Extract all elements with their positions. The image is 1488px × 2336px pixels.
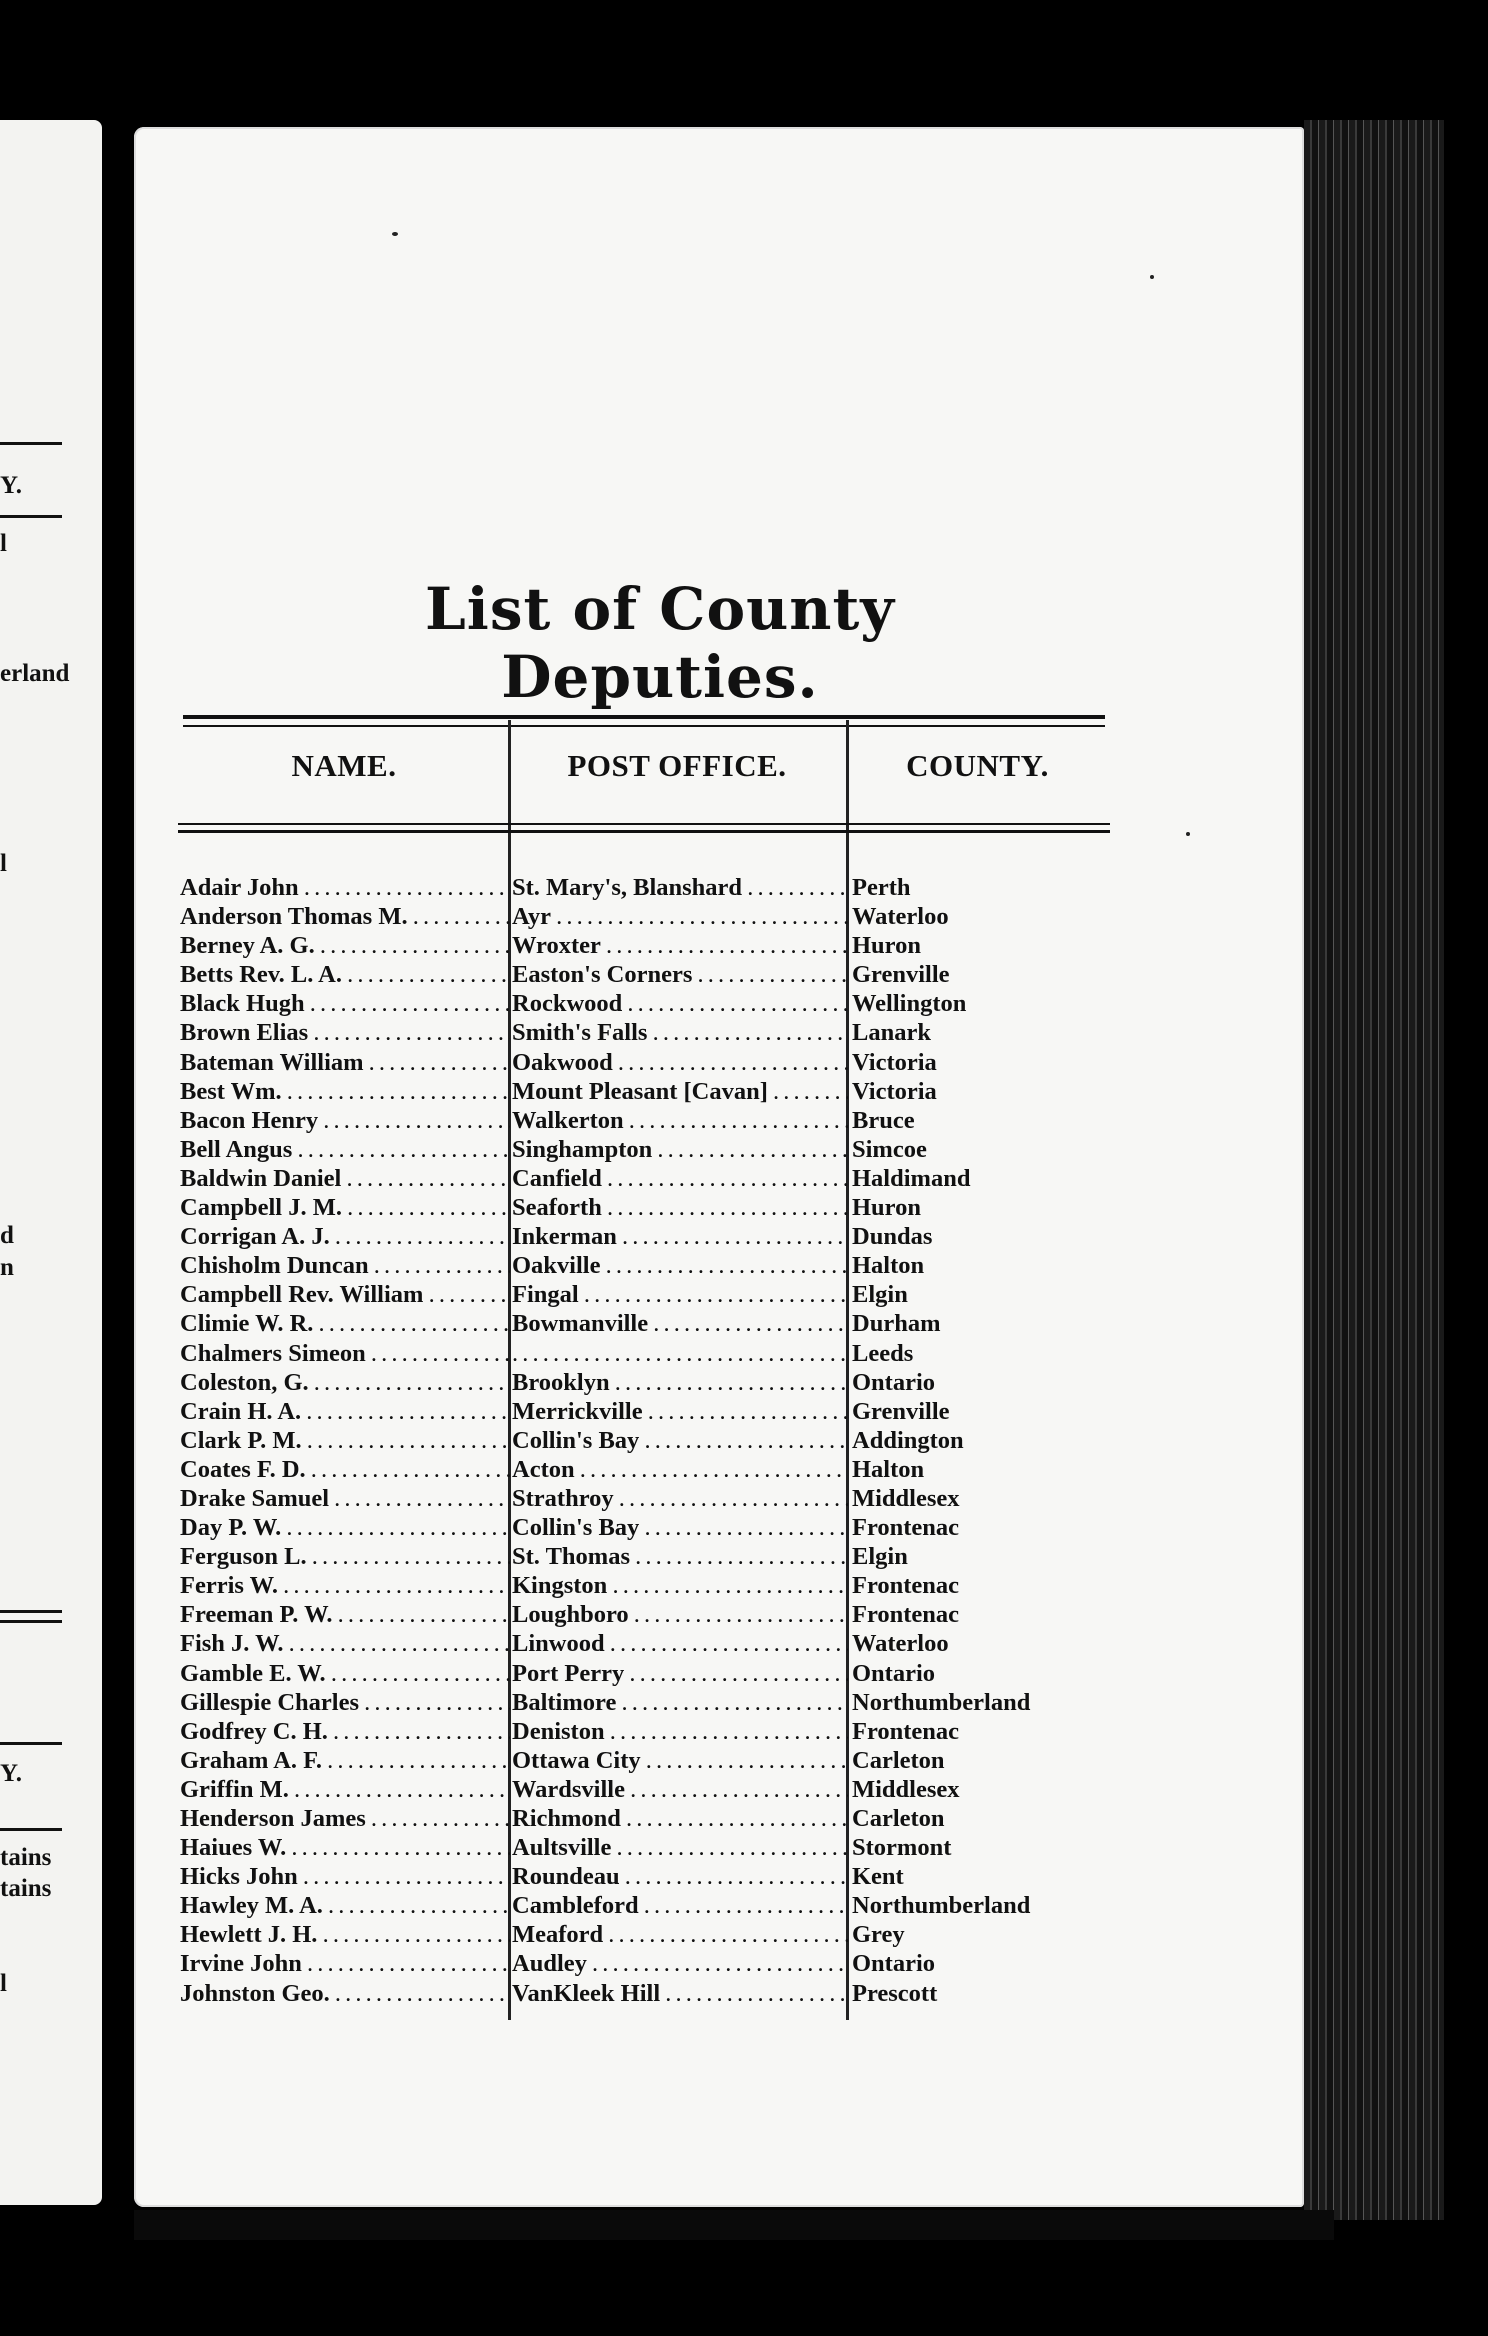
post-office-cell: Wardsville . . . — [512, 1775, 848, 1804]
post-office-cell: Baltimore . . . — [512, 1688, 848, 1717]
post-office-cell: Port Perry . . . — [512, 1659, 848, 1688]
county-cell: Victoria — [852, 1048, 937, 1076]
post-office-cell: Meaford . . . — [512, 1920, 848, 1949]
table-row — [178, 1513, 1108, 1542]
name-cell: Coleston, G. . . . — [180, 1368, 510, 1397]
table-row — [178, 1629, 1108, 1658]
table-row — [178, 1135, 1108, 1164]
county-cell: Simcoe — [852, 1135, 927, 1163]
county-cell: Huron — [852, 932, 921, 960]
county-cell: Grey — [852, 1921, 905, 1949]
table-top-rule — [183, 725, 1105, 727]
name-cell: Campbell J. M. . . . — [180, 1193, 510, 1222]
table-row — [178, 1542, 1108, 1571]
county-cell: Prescott — [852, 1979, 938, 2007]
table-row — [178, 1891, 1108, 1920]
table-row — [178, 1309, 1108, 1338]
post-office-cell: VanKleek Hill . . . — [512, 1979, 848, 2008]
table-row — [178, 1368, 1108, 1397]
county-cell: Dundas — [852, 1223, 933, 1251]
post-office-cell: St. Thomas . . . — [512, 1542, 848, 1571]
name-cell: Griffin M. . . . — [180, 1775, 510, 1804]
post-office-cell: Kingston . . . — [512, 1571, 848, 1600]
name-cell: Bateman William . . . — [180, 1048, 510, 1077]
header-bottom-rule — [178, 823, 1110, 825]
post-office-cell: Ayr . . . — [512, 902, 848, 931]
county-cell: Middlesex — [852, 1484, 960, 1512]
table-row — [178, 1804, 1108, 1833]
post-office-cell: Bowmanville . . . — [512, 1309, 848, 1338]
post-office-cell: Acton . . . — [512, 1455, 848, 1484]
post-office-cell: Roundeau . . . — [512, 1862, 848, 1891]
left-fragment-text: Y. — [0, 1760, 23, 1787]
name-cell: Fish J. W. . . . — [180, 1629, 510, 1658]
post-office-cell: Canfield . . . — [512, 1164, 848, 1193]
table-top-rule — [183, 715, 1105, 719]
divider — [0, 1610, 62, 1613]
name-cell: Irvine John . . . — [180, 1949, 510, 1978]
divider — [0, 515, 62, 518]
divider — [0, 1828, 62, 1831]
name-cell: Day P. W. . . . — [180, 1513, 510, 1542]
name-cell: Chalmers Simeon . . . — [180, 1339, 510, 1368]
county-cell: Kent — [852, 1863, 904, 1891]
left-page-fragment — [0, 120, 102, 2205]
county-cell: Wellington — [852, 990, 967, 1018]
name-cell: Black Hugh . . . — [180, 989, 510, 1018]
name-cell: Bacon Henry . . . — [180, 1106, 510, 1135]
name-cell: Hawley M. A. . . . — [180, 1891, 510, 1920]
name-cell: Crain H. A. . . . — [180, 1397, 510, 1426]
table-row — [178, 989, 1108, 1018]
divider — [0, 1620, 62, 1623]
table-row — [178, 931, 1108, 960]
name-cell: Chisholm Duncan . . . — [180, 1251, 510, 1280]
name-cell: Berney A. G. . . . — [180, 931, 510, 960]
post-office-cell: Collin's Bay . . . — [512, 1513, 848, 1542]
table-row — [178, 1280, 1108, 1309]
table-row — [178, 1455, 1108, 1484]
county-cell: Grenville — [852, 961, 950, 989]
table-row — [178, 960, 1108, 989]
divider — [0, 442, 62, 445]
post-office-cell: Oakville . . . — [512, 1251, 848, 1280]
post-office-cell: Smith's Falls . . . — [512, 1018, 848, 1047]
name-cell: Godfrey C. H. . . . — [180, 1717, 510, 1746]
ink-speck — [1186, 832, 1190, 836]
name-cell: Haiues W. . . . — [180, 1833, 510, 1862]
county-cell: Stormont — [852, 1834, 952, 1862]
left-fragment-text: Y. — [0, 472, 23, 499]
post-office-cell: Inkerman . . . — [512, 1222, 848, 1251]
post-office-cell: Walkerton . . . — [512, 1106, 848, 1135]
post-office-cell: Rockwood . . . — [512, 989, 848, 1018]
county-cell: Halton — [852, 1455, 925, 1483]
post-office-cell — [512, 1339, 848, 1368]
table-row — [178, 1949, 1108, 1978]
county-cell: Northumberland — [852, 1892, 1031, 1920]
post-office-cell: Singhampton . . . — [512, 1135, 848, 1164]
name-cell: Hicks John . . . — [180, 1862, 510, 1891]
table-row — [178, 1571, 1108, 1600]
left-fragment-text: d — [0, 1222, 14, 1249]
table-row — [178, 1018, 1108, 1047]
name-cell: Ferris W. . . . — [180, 1571, 510, 1600]
post-office-cell: Aultsville . . . — [512, 1833, 848, 1862]
deputies-table-body — [178, 873, 1108, 2008]
post-office-cell: Oakwood . . . — [512, 1048, 848, 1077]
county-cell: Lanark — [852, 1019, 931, 1047]
post-office-cell: St. Mary's, Blanshard . . . — [512, 873, 848, 902]
post-office-cell: Ottawa City . . . — [512, 1746, 848, 1775]
page-title: List of County Deputies. — [425, 575, 895, 711]
ink-speck — [1150, 275, 1154, 279]
county-cell: Victoria — [852, 1077, 937, 1105]
name-cell: Baldwin Daniel . . . — [180, 1164, 510, 1193]
table-row — [178, 1484, 1108, 1513]
post-office-cell: Audley . . . — [512, 1949, 848, 1978]
table-row — [178, 1717, 1108, 1746]
county-cell: Perth — [852, 874, 911, 901]
table-row — [178, 1106, 1108, 1135]
county-cell: Elgin — [852, 1543, 908, 1571]
left-fragment-text: l — [0, 530, 7, 557]
post-office-cell: Wroxter . . . — [512, 931, 848, 960]
county-cell: Haldimand — [852, 1164, 971, 1192]
name-cell: Freeman P. W. . . . — [180, 1600, 510, 1629]
table-row — [178, 1600, 1108, 1629]
name-cell: Graham A. F. . . . — [180, 1746, 510, 1775]
name-cell: Johnston Geo. . . . — [180, 1979, 510, 2008]
table-row — [178, 1339, 1108, 1368]
county-cell: Northumberland — [852, 1688, 1031, 1716]
county-cell: Huron — [852, 1194, 921, 1222]
table-row — [178, 1862, 1108, 1891]
name-cell: Coates F. D. . . . — [180, 1455, 510, 1484]
county-cell: Ontario — [852, 1950, 936, 1978]
table-row — [178, 1222, 1108, 1251]
table-row — [178, 1077, 1108, 1106]
name-cell: Drake Samuel . . . — [180, 1484, 510, 1513]
header-name: NAME. — [291, 748, 397, 783]
name-cell: Hewlett J. H. . . . — [180, 1920, 510, 1949]
table-row — [178, 1775, 1108, 1804]
county-cell: Frontenac — [852, 1717, 960, 1745]
county-cell: Frontenac — [852, 1514, 960, 1542]
header-post-office: POST OFFICE. — [567, 748, 787, 783]
county-cell: Carleton — [852, 1746, 945, 1774]
left-fragment-text: l — [0, 850, 7, 877]
name-cell: Ferguson L. . . . — [180, 1542, 510, 1571]
post-office-cell: Brooklyn . . . — [512, 1368, 848, 1397]
post-office-cell: Cambleford . . . — [512, 1891, 848, 1920]
post-office-cell: Linwood . . . — [512, 1629, 848, 1658]
county-cell: Frontenac — [852, 1572, 960, 1600]
name-cell: Adair John . . . — [180, 873, 510, 902]
header-bottom-rule — [178, 830, 1110, 833]
left-fragment-text: n — [0, 1254, 14, 1281]
county-cell: Leeds — [852, 1339, 914, 1367]
table-row — [178, 1164, 1108, 1193]
name-cell: Bell Angus . . . — [180, 1135, 510, 1164]
post-office-cell: Easton's Corners . . . — [512, 960, 848, 989]
name-cell: Campbell Rev. William . . . — [180, 1280, 510, 1309]
name-cell: Henderson James . . . — [180, 1804, 510, 1833]
left-fragment-text: l — [0, 1970, 7, 1997]
table-row — [178, 1251, 1108, 1280]
county-cell: Elgin — [852, 1281, 908, 1309]
name-cell: Best Wm. . . . — [180, 1077, 510, 1106]
post-office-cell: Loughboro . . . — [512, 1600, 848, 1629]
name-cell: Climie W. R. . . . — [180, 1309, 510, 1338]
ink-speck — [392, 232, 398, 236]
header-county: COUNTY. — [906, 748, 1049, 783]
table-row — [178, 1688, 1108, 1717]
left-fragment-text: tains — [0, 1844, 52, 1871]
divider — [0, 1742, 62, 1745]
page-edges — [1304, 120, 1444, 2220]
left-fragment-text: erland — [0, 660, 70, 687]
post-office-cell: Collin's Bay . . . — [512, 1426, 848, 1455]
county-cell: Grenville — [852, 1397, 950, 1425]
county-cell: Ontario — [852, 1659, 936, 1687]
county-cell: Halton — [852, 1252, 925, 1280]
post-office-cell: Fingal . . . — [512, 1280, 848, 1309]
table-row — [178, 1193, 1108, 1222]
post-office-cell: Mount Pleasant [Cavan] . . . — [512, 1077, 848, 1106]
table-row — [178, 1048, 1108, 1077]
county-cell: Middlesex — [852, 1775, 960, 1803]
post-office-cell: Richmond . . . — [512, 1804, 848, 1833]
name-cell: Gamble E. W. . . . — [180, 1659, 510, 1688]
left-fragment-text: tains — [0, 1875, 52, 1902]
binding-shadow — [134, 2210, 1334, 2240]
table-row — [178, 1746, 1108, 1775]
name-cell: Clark P. M. . . . — [180, 1426, 510, 1455]
post-office-cell: Seaforth . . . — [512, 1193, 848, 1222]
table-row — [178, 1979, 1108, 2008]
table-row — [178, 1833, 1108, 1862]
county-cell: Carleton — [852, 1805, 945, 1832]
table-row — [178, 873, 1108, 902]
name-cell: Anderson Thomas M. . . . — [180, 902, 510, 931]
county-cell: Bruce — [852, 1106, 915, 1134]
name-cell: Corrigan A. J. . . . — [180, 1222, 510, 1251]
county-cell: Waterloo — [852, 1630, 949, 1658]
name-cell: Gillespie Charles . . . — [180, 1688, 510, 1717]
post-office-cell: Merrickville . . . — [512, 1397, 848, 1426]
name-cell: Brown Elias . . . — [180, 1018, 510, 1047]
table-row — [178, 1426, 1108, 1455]
county-cell: Ontario — [852, 1368, 936, 1396]
table-row — [178, 902, 1108, 931]
county-cell: Waterloo — [852, 903, 949, 931]
table-row — [178, 1920, 1108, 1949]
name-cell: Betts Rev. L. A. . . . — [180, 960, 510, 989]
county-cell: Durham — [852, 1310, 941, 1338]
table-row — [178, 1659, 1108, 1688]
county-cell: Addington — [852, 1426, 964, 1454]
post-office-cell: Deniston . . . — [512, 1717, 848, 1746]
post-office-cell: Strathroy . . . — [512, 1484, 848, 1513]
table-row — [178, 1397, 1108, 1426]
county-cell: Frontenac — [852, 1601, 960, 1629]
